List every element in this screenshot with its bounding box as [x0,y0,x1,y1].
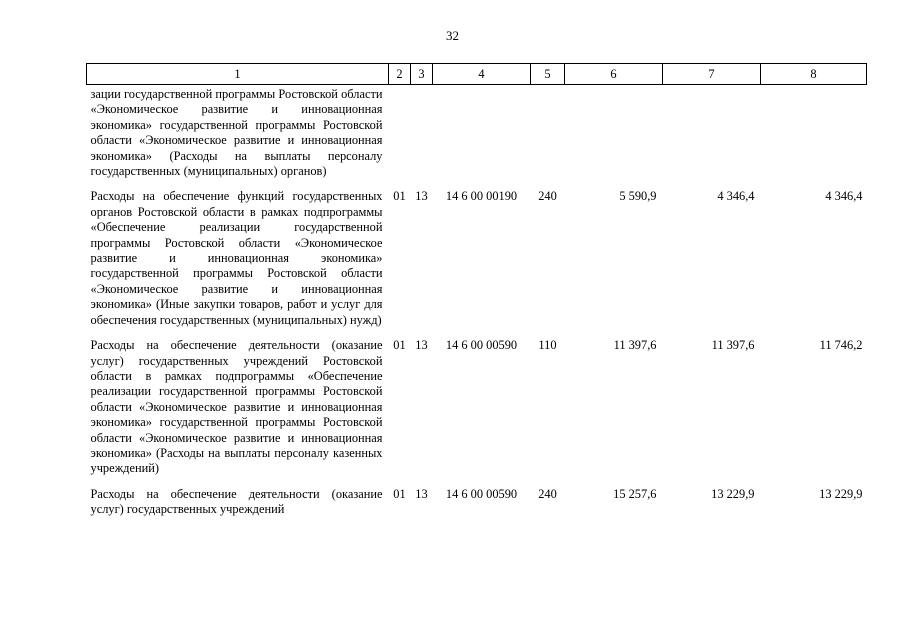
row-expense-type [531,85,565,180]
row-expense-type: 240 [538,189,557,204]
table-row [87,477,867,518]
row-target-code: 14 6 00 00590 [445,338,518,353]
row-description: Расходы на обеспечение деятельности (оказание услуг) государственных учреждений Ростовской области в рамках подпрограммы «Обеспечение реализации государственной программы Ростовской области «Экономическое развитие и инновационная экономика» государственной программы Ростовской области «Экономическое развитие и инновационная экономика» (Расходы на выплаты персоналу казенных учреждений) [90,338,383,476]
row-target-code [433,85,531,180]
row-subsection: 13 [415,486,428,501]
table-header [87,64,867,85]
page-number: 32 [446,28,459,43]
row-value-3: 13 229,9 [819,486,863,501]
row-expense-type: 110 [538,338,557,353]
row-section [389,85,411,180]
table-body [87,85,867,518]
row-target-code: 14 6 00 00590 [445,486,518,501]
row-value-2: 13 229,9 [711,486,755,501]
header-col-6: 6 [565,64,663,85]
row-subsection: 13 [415,338,428,353]
row-value-1: 5 590,9 [619,189,657,204]
header-row [87,64,867,85]
row-value-2 [663,85,761,180]
row-section: 01 [393,189,406,204]
row-description: Расходы на обеспечение деятельности (оказание услуг) государственных учреждений [90,486,383,517]
row-value-3: 4 346,4 [825,189,863,204]
row-target-code: 14 6 00 00190 [445,189,518,204]
header-col-4: 4 [433,64,531,85]
row-description: зации государственной программы Ростовской области «Экономическое развитие и инновационная экономика» государственной программы Ростовской области «Экономическое развитие и инновационная экономика» (Расходы на выплаты персоналу государственных (муниципальных) органов) [90,87,383,179]
header-col-7: 7 [663,64,761,85]
row-value-1 [565,85,663,180]
row-expense-type: 240 [538,486,557,501]
row-value-3: 11 746,2 [819,338,863,353]
row-value-1: 15 257,6 [613,486,657,501]
table-row [87,85,867,180]
row-section: 01 [393,338,406,353]
header-col-3: 3 [411,64,433,85]
row-description: Расходы на обеспечение функций государственных органов Ростовской области в рамках подпрограммы «Обеспечение реализации государственной программы Ростовской области «Экономическое развитие и инновационная экономика» государственной программы Ростовской области «Экономическое развитие и инновационная экономика» (Иные закупки товаров, работ и услуг для обеспечения государственных (муниципальных) нужд) [90,189,383,327]
header-col-1: 1 [87,64,389,85]
header-col-2: 2 [389,64,411,85]
row-value-3 [761,85,867,180]
table-row [87,179,867,328]
row-subsection: 13 [415,189,428,204]
table-row [87,328,867,477]
row-value-2: 11 397,6 [711,338,755,353]
budget-table [86,63,867,518]
header-col-8: 8 [761,64,867,85]
row-subsection [411,85,433,180]
row-value-2: 4 346,4 [717,189,755,204]
header-col-5: 5 [531,64,565,85]
row-value-1: 11 397,6 [613,338,657,353]
row-section: 01 [393,486,406,501]
